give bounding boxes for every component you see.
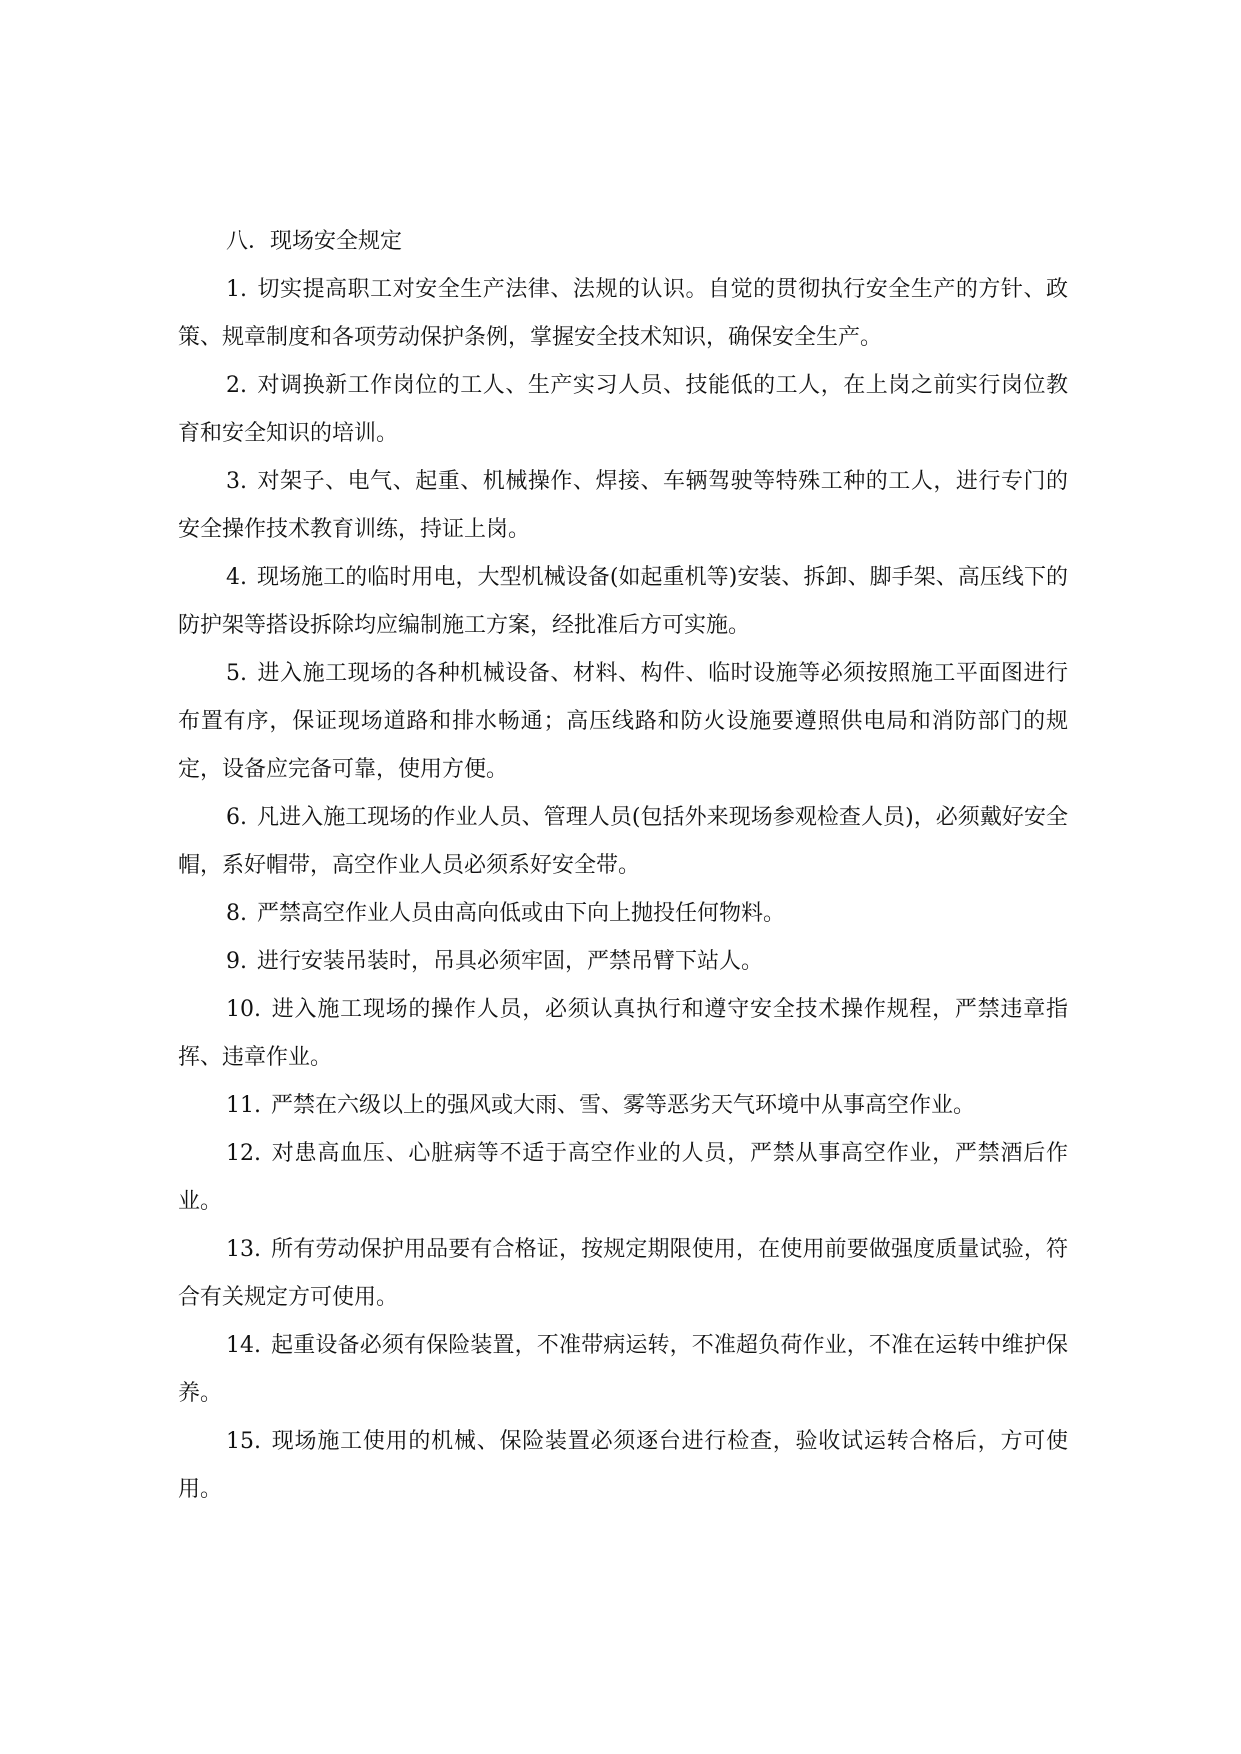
rule-item xyxy=(178,554,1068,650)
rule-text: 严禁在六级以上的强风或大雨、雪、雾等恶劣天气环境中从事高空作业。 xyxy=(271,1093,976,1118)
rule-text: 对调换新工作岗位的工人、生产实习人员、技能低的工人，在上岗之前实行岗位教育和安全知识的培训。 xyxy=(178,373,1068,446)
rule-item xyxy=(178,650,1068,794)
rule-item xyxy=(178,362,1068,458)
rule-item xyxy=(178,1130,1068,1226)
rule-item xyxy=(178,1322,1068,1418)
rule-item xyxy=(178,266,1068,362)
rule-number: 13. xyxy=(226,1237,261,1262)
rule-text: 进行安装吊装时，吊具必须牢固，严禁吊臂下站人。 xyxy=(257,949,764,974)
rule-number: 8. xyxy=(226,901,247,926)
rule-number: 3. xyxy=(226,469,247,494)
rule-text: 所有劳动保护用品要有合格证，按规定期限使用，在使用前要做强度质量试验，符合有关规定方可使用。 xyxy=(178,1237,1068,1310)
rule-number: 12. xyxy=(226,1141,261,1166)
rule-text: 进入施工现场的各种机械设备、材料、构件、临时设施等必须按照施工平面图进行布置有序，保证现场道路和排水畅通；高压线路和防火设施要遵照供电局和消防部门的规定，设备应完备可靠，使用方便。 xyxy=(178,661,1068,782)
rule-item xyxy=(178,458,1068,554)
rule-item xyxy=(178,1082,1068,1130)
rule-text: 凡进入施工现场的作业人员、管理人员(包括外来现场参观检查人员)，必须戴好安全帽，系好帽带，高空作业人员必须系好安全带。 xyxy=(178,805,1068,878)
rule-item xyxy=(178,794,1068,890)
rule-text: 对架子、电气、起重、机械操作、焊接、车辆驾驶等特殊工种的工人，进行专门的安全操作技术教育训练，持证上岗。 xyxy=(178,469,1068,542)
rule-number: 6. xyxy=(226,805,247,830)
rule-number: 2. xyxy=(226,373,247,398)
document-body xyxy=(178,218,1068,1514)
rule-item xyxy=(178,1226,1068,1322)
rule-number: 15. xyxy=(226,1429,261,1454)
rule-text: 切实提高职工对安全生产法律、法规的认识。自觉的贯彻执行安全生产的方针、政策、规章制度和各项劳动保护条例，掌握安全技术知识，确保安全生产。 xyxy=(178,277,1068,350)
rule-text: 起重设备必须有保险装置，不准带病运转，不准超负荷作业，不准在运转中维护保养。 xyxy=(178,1333,1068,1406)
rule-item xyxy=(178,890,1068,938)
rule-text: 现场施工的临时用电，大型机械设备(如起重机等)安装、拆卸、脚手架、高压线下的防护架等搭设拆除均应编制施工方案，经批准后方可实施。 xyxy=(178,565,1068,638)
rule-number: 10. xyxy=(226,997,261,1022)
rule-item xyxy=(178,938,1068,986)
rule-number: 11. xyxy=(226,1093,261,1118)
rule-item xyxy=(178,1418,1068,1514)
rule-number: 1. xyxy=(226,277,247,302)
rule-text: 对患高血压、心脏病等不适于高空作业的人员，严禁从事高空作业，严禁酒后作业。 xyxy=(178,1141,1068,1214)
rule-item xyxy=(178,986,1068,1082)
section-heading: 八．现场安全规定 xyxy=(226,229,403,254)
rule-text: 现场施工使用的机械、保险装置必须逐台进行检查，验收试运转合格后，方可使用。 xyxy=(178,1429,1068,1502)
rule-number: 14. xyxy=(226,1333,261,1358)
rule-number: 9. xyxy=(226,949,247,974)
rule-number: 4. xyxy=(226,565,247,590)
rule-text: 严禁高空作业人员由高向低或由下向上抛投任何物料。 xyxy=(257,901,786,926)
rule-number: 5. xyxy=(226,661,247,686)
rule-text: 进入施工现场的操作人员，必须认真执行和遵守安全技术操作规程，严禁违章指挥、违章作业。 xyxy=(178,997,1068,1070)
